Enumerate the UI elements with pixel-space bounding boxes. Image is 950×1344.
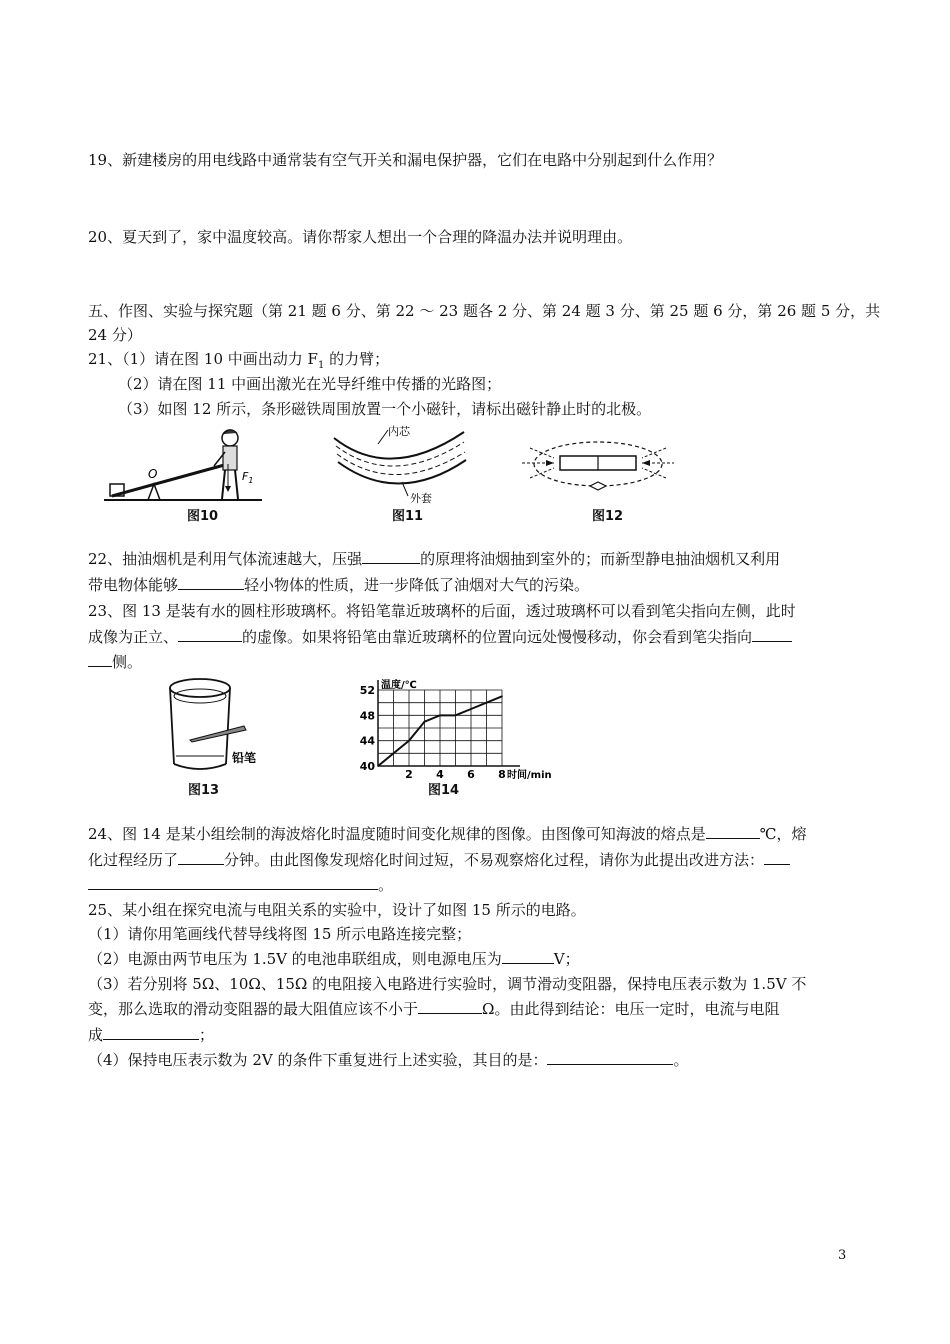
q24-blank-1[interactable]: [706, 824, 760, 839]
glass-left-wall: [170, 688, 174, 764]
x-tick-label: 8: [498, 768, 506, 781]
q25-text-d: Ω。由此得到结论：电压一定时，电流与电阻: [482, 1000, 780, 1018]
q24-text-d: 分钟。由此图像发现熔化时间过短，不易观察熔化过程，请你为此提出改进方法：: [224, 851, 765, 869]
figure-12-bar-magnet: [518, 428, 678, 504]
q24-text-b: ℃，熔: [759, 825, 807, 843]
chart-plot-area: [360, 678, 552, 781]
y-tick-label: 52: [359, 684, 375, 697]
figure-10-lever: [102, 424, 272, 506]
pencil-label: 铅笔: [232, 751, 257, 765]
q21-part1-sub: 1: [317, 360, 325, 371]
lever-bar: [112, 464, 228, 496]
q25-blank-3[interactable]: [103, 1025, 199, 1040]
pivot-label: O: [148, 467, 158, 481]
inner-label: 内芯: [388, 425, 410, 438]
data-point: [501, 696, 503, 698]
section-5-header-line2: 24 分）: [88, 326, 142, 344]
q23-blank-2b[interactable]: [88, 652, 112, 667]
question-21-part2: （2）请在图 11 中画出激光在光导纤维中传播的光路图；: [118, 375, 502, 393]
question-25-intro: 25、某小组在探究电流与电阻关系的实验中，设计了如图 15 所示的电路。: [88, 901, 586, 919]
y-tick-label: 48: [359, 709, 375, 723]
q21-part1-text: 21、（1）请在图 10 中画出动力 F: [88, 350, 318, 368]
q22-blank-1[interactable]: [362, 549, 420, 564]
q23-text-c: 侧。: [112, 653, 143, 671]
q25-text-c: 变，那么选取的滑动变阻器的最大阻值应该不小于: [88, 1000, 419, 1018]
q24-blank-3a[interactable]: [764, 850, 790, 865]
q25-text-g: （4）保持电压表示数为 2V 的条件下重复进行上述实验，其目的是：: [88, 1051, 548, 1069]
data-point: [470, 708, 472, 710]
q24-text-a: 24、图 14 是某小组绘制的海波熔化时温度随时间变化规律的图像。由图像可知海波的熔点是: [88, 825, 706, 843]
question-24-line2: [88, 850, 790, 870]
q24-text-e: 。: [378, 876, 394, 894]
q23-text-b: 的虚像。如果将铅笔由靠近玻璃杯的位置向远处慢慢移动，你会看到笔尖指向: [242, 628, 753, 646]
question-24-line1: [88, 824, 807, 844]
figure-10-caption: 图10: [187, 509, 219, 524]
figure-12-caption: 图12: [592, 509, 624, 524]
data-point: [408, 740, 410, 742]
question-25-part4: [88, 1050, 688, 1070]
q22-text-a: 22、抽油烟机是利用气体流速越大，压强: [88, 550, 363, 568]
q23-blank-2a[interactable]: [752, 627, 792, 642]
field-line-right-down: [642, 468, 666, 478]
q25-text-a: （2）电源由两节电压为 1.5V 的电池串联组成，则电源电压为: [88, 950, 502, 968]
x-axis-label: 时间/min: [507, 770, 552, 781]
y-tick-label: 40: [359, 760, 375, 773]
section-5-header-line1: 五、作图、实验与探究题（第 21 题 6 分、第 22 ～ 23 题各 2 分、第 24 题 3 分、第 25 题 6 分，第 26 题 5 分，共: [88, 302, 881, 320]
question-25-part3-line2: [88, 999, 779, 1019]
person-leg-left: [222, 470, 225, 499]
arrow-right: [642, 460, 650, 466]
inner-pointer: [378, 430, 388, 444]
question-21-part3: （3）如图 12 所示，条形磁铁周围放置一个小磁针，请标出磁针静止时的北极。: [118, 400, 652, 418]
question-24-line3: [88, 875, 393, 895]
question-23-line2: [88, 627, 792, 647]
question-20: 20、夏天到了，家中温度较高。请你帮家人想出一个合理的降温办法并说明理由。: [88, 228, 633, 246]
q24-text-c: 化过程经历了: [88, 851, 179, 869]
q24-blank-2[interactable]: [178, 850, 224, 865]
data-point: [424, 721, 426, 723]
x-tick-label: 2: [405, 768, 413, 781]
question-22-line1: [88, 549, 780, 569]
data-point: [455, 715, 457, 717]
q22-text-c: 带电物体能够: [88, 576, 179, 594]
q23-text-a: 成像为正立、: [88, 628, 179, 646]
figure-14-caption: 图14: [428, 783, 460, 798]
pencil: [190, 726, 246, 742]
q25-blank-1[interactable]: [502, 949, 554, 964]
glass-rim: [170, 679, 230, 697]
y-tick-label: 44: [359, 734, 375, 748]
q22-text-d: 轻小物体的性质，进一步降低了油烟对大气的污染。: [244, 576, 590, 594]
question-25-part3-line3: [88, 1025, 214, 1045]
data-point: [377, 765, 379, 767]
person-body: [223, 446, 237, 470]
question-23-line1: 23、图 13 是装有水的圆柱形玻璃杯。将铅笔靠近玻璃杯的后面，透过玻璃杯可以看到笔尖指向左侧，此时: [88, 602, 796, 620]
q25-text-e: 成: [88, 1026, 104, 1044]
figure-13-glass: [160, 676, 266, 782]
field-line-left-down: [530, 468, 554, 478]
page-number: 3: [838, 1248, 847, 1263]
q21-part1-end: 的力臂；: [324, 350, 390, 368]
q22-blank-2[interactable]: [178, 575, 244, 590]
q24-blank-3b[interactable]: [88, 875, 378, 890]
question-19: 19、新建楼房的用电线路中通常装有空气开关和漏电保护器，它们在电路中分别起到什么作用？: [88, 151, 723, 169]
q25-blank-4[interactable]: [547, 1050, 673, 1065]
force-arrowhead: [225, 486, 231, 492]
q25-blank-2[interactable]: [418, 999, 482, 1014]
x-tick-label: 4: [436, 768, 444, 781]
q25-text-b: V；: [553, 950, 580, 968]
arrow-left: [546, 460, 554, 466]
field-line-left-up: [530, 448, 554, 458]
q25-text-h: 。: [673, 1051, 689, 1069]
glass-bottom: [174, 764, 226, 769]
figure-13-caption: 图13: [188, 783, 220, 798]
person-leg-right: [235, 470, 238, 499]
data-point: [439, 715, 441, 717]
figure-14-chart: [348, 676, 558, 786]
question-23-line3: [88, 652, 142, 672]
force-label: $F_1$: [242, 470, 254, 485]
q23-blank-1[interactable]: [178, 627, 242, 642]
compass-needle: [590, 482, 606, 490]
y-axis-label: 温度/℃: [381, 680, 417, 691]
glass-right-wall: [226, 688, 230, 764]
figure-11-optical-fiber: [330, 424, 470, 506]
x-tick-label: 6: [467, 768, 475, 781]
question-25-part2: [88, 949, 580, 969]
figure-11-caption: 图11: [392, 509, 424, 524]
q22-text-b: 的原理将油烟抽到室外的；而新型静电抽油烟机又利用: [420, 550, 781, 568]
question-21-part1: [88, 349, 389, 376]
outer-label: 外套: [410, 492, 432, 505]
question-25-part3-line1: （3）若分别将 5Ω、10Ω、15Ω 的电阻接入电路进行实验时，调节滑动变阻器，保持电压表示数为 1.5V 不: [88, 975, 807, 993]
q25-text-f: ；: [199, 1026, 215, 1044]
question-22-line2: [88, 575, 589, 595]
fiber-outer-bottom: [338, 460, 466, 484]
question-25-part1: （1）请你用笔画线代替导线将图 15 所示电路连接完整；: [88, 925, 472, 943]
